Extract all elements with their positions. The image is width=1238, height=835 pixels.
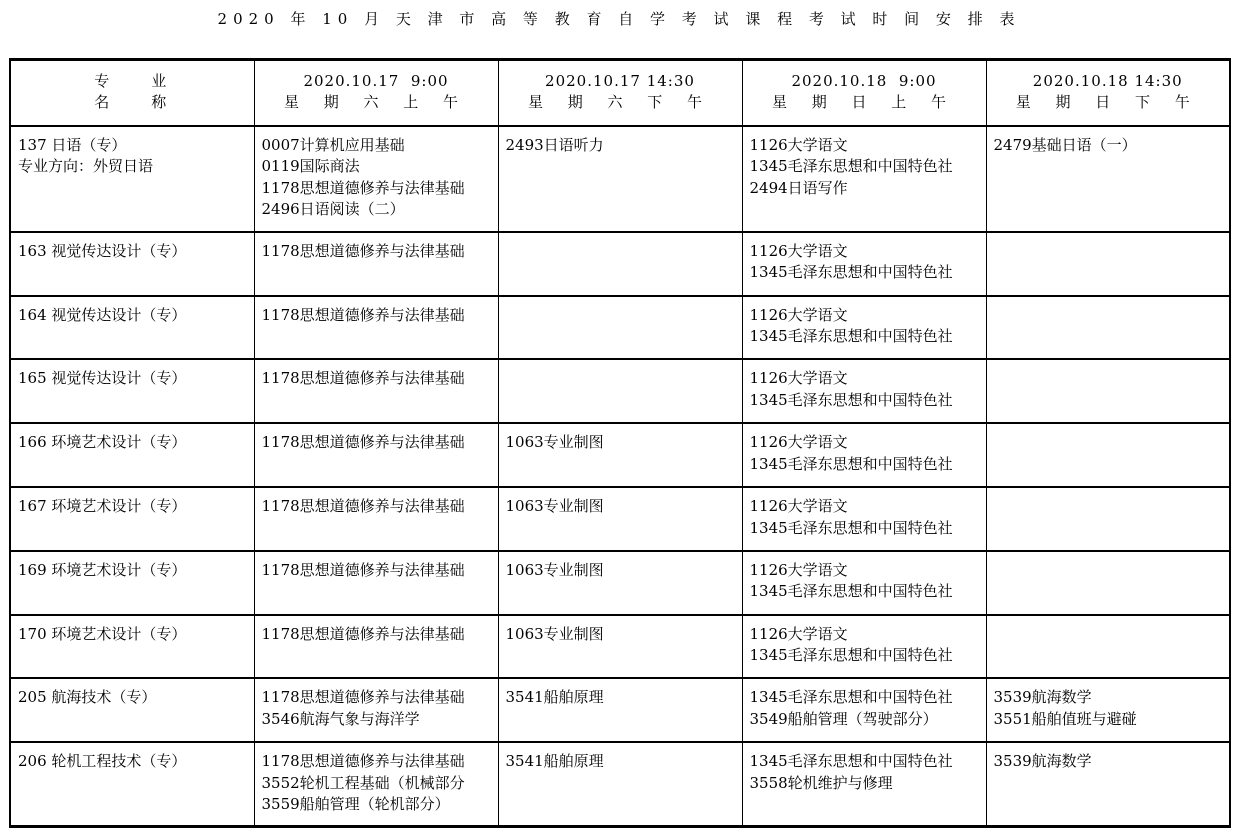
- table-row: [10, 296, 1230, 359]
- course-item: 1345毛泽东思想和中国特色社: [749, 327, 953, 346]
- major-name: 163 视觉传达设计（专）: [18, 241, 187, 260]
- course-item: 3549船舶管理（驾驶部分）: [749, 709, 938, 728]
- course-item: 1126大学语文: [749, 433, 848, 452]
- major-name: 170 环境艺术设计（专）: [18, 624, 187, 643]
- course-item: 1126大学语文: [749, 497, 848, 516]
- course-cell-sat-pm: [498, 487, 742, 550]
- course-cell-sat-am: [254, 742, 498, 826]
- course-cell-sat-pm: [498, 126, 742, 232]
- course-item: 1345毛泽东思想和中国特色社: [749, 157, 953, 175]
- course-item: 2496日语阅读（二）: [261, 200, 405, 218]
- major-name: 137 日语（专）: [18, 135, 127, 154]
- course-item: 1345毛泽东思想和中国特色社: [749, 263, 953, 282]
- course-cell-sun-pm: [986, 742, 1230, 826]
- major-name: 166 环境艺术设计（专）: [18, 433, 187, 452]
- course-item: 3559船舶管理（轮机部分）: [261, 795, 450, 814]
- header-sun-am: [742, 60, 986, 126]
- course-item: 1178思想道德修养与法律基础: [261, 624, 465, 643]
- course-cell-sat-am: [254, 126, 498, 232]
- major-name: 专业方向：外贸日语: [18, 157, 154, 175]
- course-cell-sat-am: [254, 678, 498, 742]
- course-item: 1063专业制图: [505, 624, 604, 643]
- major-cell: [10, 296, 254, 359]
- course-cell-sat-am: [254, 359, 498, 423]
- course-cell-sun-am: [742, 551, 986, 615]
- header-sun-pm: [986, 60, 1230, 126]
- course-item: 3541船舶原理: [505, 688, 604, 706]
- course-item: 1126大学语文: [749, 305, 848, 324]
- course-item: 2493日语听力: [505, 135, 604, 154]
- table-row: [10, 359, 1230, 423]
- course-cell-sun-pm: [986, 359, 1230, 423]
- course-item: 1345毛泽东思想和中国特色社: [749, 454, 953, 473]
- course-cell-sat-pm: [498, 742, 742, 826]
- header-sun-pm-time: 2020.10.18 14:30: [1032, 72, 1183, 90]
- course-cell-sun-am: [742, 678, 986, 742]
- header-sun-am-day: 星 期 日 上 午: [771, 93, 957, 111]
- table-row: [10, 678, 1230, 742]
- course-cell-sun-am: [742, 487, 986, 550]
- table-row: [10, 423, 1230, 487]
- header-sun-am-time: 2020.10.18 9:00: [791, 72, 937, 90]
- course-item: 3546航海气象与海洋学: [261, 709, 420, 728]
- header-sat-pm: [498, 60, 742, 126]
- schedule-body: [10, 126, 1230, 827]
- major-cell: [10, 678, 254, 742]
- course-cell-sun-am: [742, 359, 986, 423]
- course-item: 1345毛泽东思想和中国特色社: [749, 646, 953, 665]
- course-cell-sat-pm: [498, 423, 742, 487]
- header-sat-am: [254, 60, 498, 126]
- header-row: [10, 60, 1230, 126]
- course-item: 1345毛泽东思想和中国特色社: [749, 752, 953, 771]
- course-item: 1126大学语文: [749, 369, 848, 388]
- header-sun-pm-day: 星 期 日 下 午: [1015, 93, 1200, 111]
- course-cell-sun-pm: [986, 296, 1230, 359]
- table-row: [10, 487, 1230, 550]
- course-cell-sat-pm: [498, 678, 742, 742]
- major-cell: [10, 742, 254, 826]
- course-item: 1178思想道德修养与法律基础: [261, 688, 465, 706]
- course-item: 3541船舶原理: [505, 752, 604, 771]
- course-cell-sun-am: [742, 126, 986, 232]
- course-item: 1178思想道德修养与法律基础: [261, 305, 465, 324]
- course-cell-sat-pm: [498, 615, 742, 678]
- course-item: 1178思想道德修养与法律基础: [261, 241, 465, 260]
- course-item: 1126大学语文: [749, 624, 848, 643]
- course-item: 2494日语写作: [749, 178, 848, 197]
- header-major: [10, 60, 254, 126]
- course-item: 1178思想道德修养与法律基础: [261, 433, 465, 452]
- major-name: 206 轮机工程技术（专）: [18, 752, 187, 771]
- course-cell-sun-am: [742, 296, 986, 359]
- header-sat-pm-day: 星 期 六 下 午: [527, 93, 713, 111]
- course-item: 3551船舶值班与避碰: [993, 709, 1137, 728]
- course-item: 1345毛泽东思想和中国特色社: [749, 582, 953, 601]
- course-cell-sat-pm: [498, 551, 742, 615]
- table-row: [10, 742, 1230, 826]
- major-name: 167 环境艺术设计（专）: [18, 497, 187, 516]
- course-cell-sat-am: [254, 296, 498, 359]
- course-item: 0119国际商法: [261, 157, 360, 175]
- course-item: 3558轮机维护与修理: [749, 773, 893, 792]
- major-cell: [10, 126, 254, 232]
- course-item: 3539航海数学: [993, 688, 1092, 706]
- course-cell-sun-pm: [986, 232, 1230, 296]
- course-item: 1345毛泽东思想和中国特色社: [749, 688, 953, 706]
- course-item: 1063专业制图: [505, 497, 604, 516]
- course-cell-sun-am: [742, 615, 986, 678]
- course-cell-sat-pm: [498, 296, 742, 359]
- course-item: 1178思想道德修养与法律基础: [261, 752, 465, 771]
- course-cell-sat-am: [254, 615, 498, 678]
- major-name: 165 视觉传达设计（专）: [18, 369, 187, 388]
- major-cell: [10, 359, 254, 423]
- course-cell-sun-pm: [986, 487, 1230, 550]
- course-item: 3539航海数学: [993, 752, 1092, 771]
- course-cell-sun-am: [742, 742, 986, 826]
- major-cell: [10, 487, 254, 550]
- course-item: 1063专业制图: [505, 560, 604, 579]
- course-cell-sun-pm: [986, 551, 1230, 615]
- course-item: 3552轮机工程基础（机械部分: [261, 773, 465, 792]
- course-item: 1178思想道德修养与法律基础: [261, 369, 465, 388]
- course-cell-sat-pm: [498, 232, 742, 296]
- major-cell: [10, 232, 254, 296]
- table-row: [10, 126, 1230, 232]
- course-item: 1126大学语文: [749, 135, 848, 154]
- course-item: 1178思想道德修养与法律基础: [261, 497, 465, 516]
- course-cell-sun-pm: [986, 423, 1230, 487]
- exam-schedule-table: [9, 58, 1231, 828]
- course-cell-sat-pm: [498, 359, 742, 423]
- course-cell-sun-pm: [986, 615, 1230, 678]
- course-cell-sat-am: [254, 551, 498, 615]
- table-row: [10, 551, 1230, 615]
- page-title: 2020 年 10 月 天 津 市 高 等 教 育 自 学 考 试 课 程 考 试 时 间 安 排 表: [217, 10, 1021, 28]
- course-item: 1178思想道德修养与法律基础: [261, 178, 465, 197]
- header-major-line1: 专 业: [94, 72, 171, 90]
- header-sat-pm-time: 2020.10.17 14:30: [545, 72, 695, 90]
- major-name: 164 视觉传达设计（专）: [18, 305, 187, 324]
- course-item: 1345毛泽东思想和中国特色社: [749, 390, 953, 409]
- course-cell-sun-am: [742, 423, 986, 487]
- header-major-line2: 名 称: [94, 93, 171, 111]
- course-cell-sat-am: [254, 423, 498, 487]
- header-sat-am-time: 2020.10.17 9:00: [303, 72, 449, 90]
- course-item: 0007计算机应用基础: [261, 135, 405, 154]
- major-cell: [10, 615, 254, 678]
- major-cell: [10, 551, 254, 615]
- course-cell-sun-pm: [986, 126, 1230, 232]
- course-cell-sat-am: [254, 487, 498, 550]
- major-name: 169 环境艺术设计（专）: [18, 560, 187, 579]
- table-row: [10, 615, 1230, 678]
- course-item: 1178思想道德修养与法律基础: [261, 560, 465, 579]
- course-item: 1126大学语文: [749, 560, 848, 579]
- course-cell-sun-pm: [986, 678, 1230, 742]
- course-item: 1126大学语文: [749, 241, 848, 260]
- major-cell: [10, 423, 254, 487]
- table-row: [10, 232, 1230, 296]
- course-item: 1063专业制图: [505, 433, 604, 452]
- course-cell-sun-am: [742, 232, 986, 296]
- header-sat-am-day: 星 期 六 上 午: [283, 93, 469, 111]
- course-cell-sat-am: [254, 232, 498, 296]
- major-name: 205 航海技术（专）: [18, 688, 157, 706]
- course-item: 1345毛泽东思想和中国特色社: [749, 518, 953, 537]
- course-item: 2479基础日语（一）: [993, 135, 1137, 154]
